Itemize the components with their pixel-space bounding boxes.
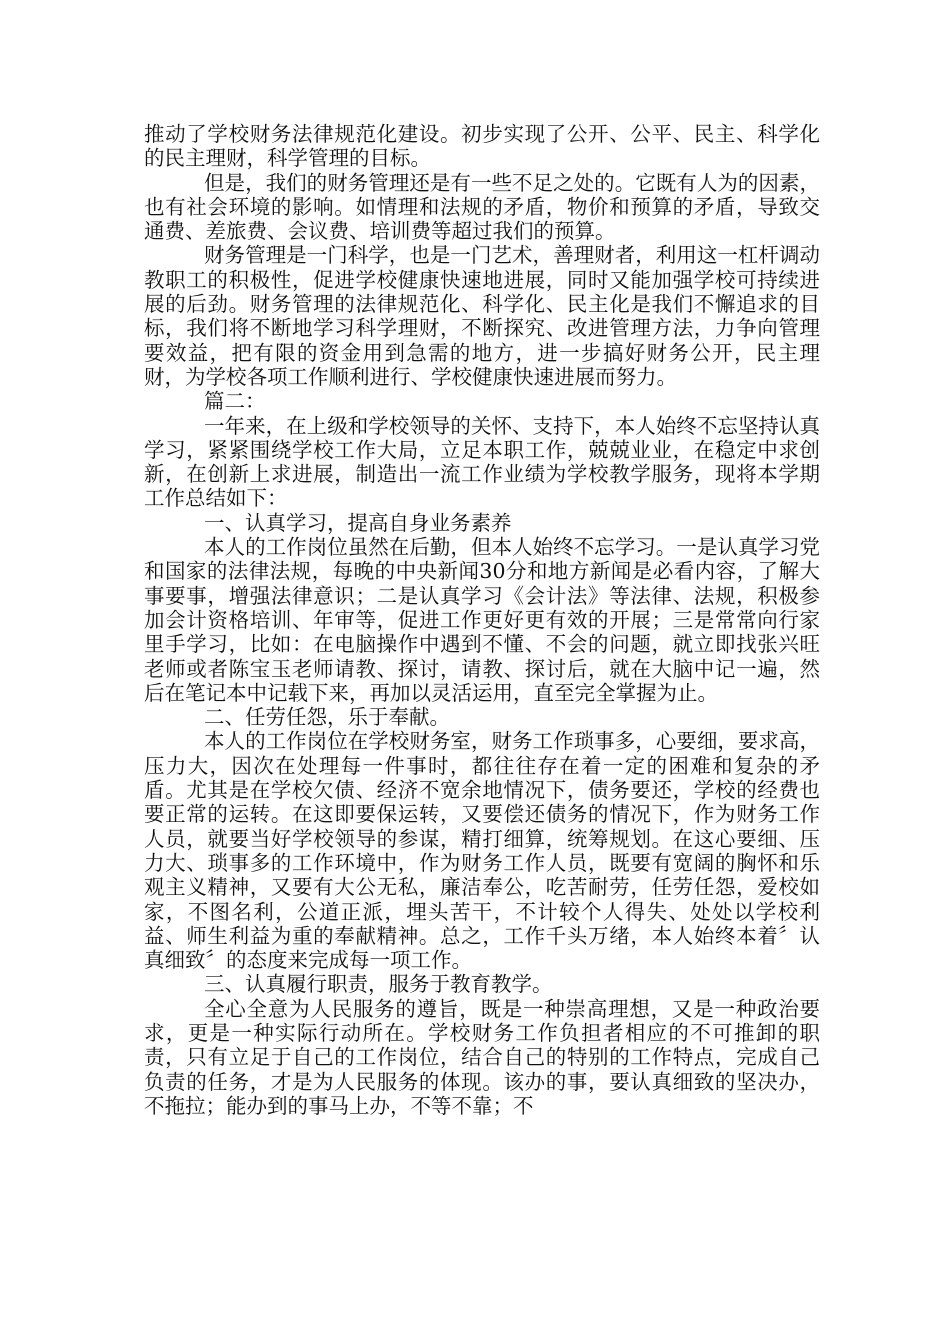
heading-duties: 三、认真履行职责，服务于教育教学。 (204, 972, 553, 997)
heading-study: 一、认真学习，提高自身业务素养 (204, 510, 512, 535)
paragraph-study: 本人的工作岗位虽然在后勤，但本人始终不忘学习。一是认真学习党和国家的法律法规，每晚的中央新闻30分和地方新闻是必看内容，了解大事要事，增强法律意识；二是认真学习《会计法》等法律、法规，积极参加会计资格培训、年审等，促进工作更好更有效的开展；三是常常向行家里手学习，比如：在电脑操作中遇到不懂、不会的问题，就立即找张兴旺老师或者陈宝玉老师请教、探讨，请教、探讨后，就在大脑中记一遍，然后在笔记本中记载下来，再加以灵活运用，直至完全掌握为止。 (144, 535, 820, 705)
document-page (144, 122, 820, 1118)
heading-dedication: 二、任劳任怨，乐于奉献。 (204, 705, 450, 730)
paragraph-financial-management: 财务管理是一门科学，也是一门艺术，善理财者，利用这一杠杆调动教职工的积极性，促进学校健康快速地进展，同时又能加强学校可持续进展的后劲。财务管理的法律规范化、科学化、民主化是我们不懈追求的目标，我们将不断地学习科学理财，不断探究、改进管理方法，力争向管理要效益，把有限的资金用到急需的地方，进一步搞好财务公开，民主理财，为学校各项工作顺利进行、学校健康快速进展而努力。 (144, 243, 820, 389)
paragraph-shortcomings: 但是，我们的财务管理还是有一些不足之处的。它既有人为的因素，也有社会环境的影响。如情理和法规的矛盾，物价和预算的矛盾，导致交通费、差旅费、会议费、培训费等超过我们的预算。 (144, 170, 820, 244)
paragraph-duties: 全心全意为人民服务的遵旨，既是一种崇高理想，又是一种政治要求，更是一种实际行动所在。学校财务工作负担者相应的不可推卸的职责，只有立足于自己的工作岗位，结合自己的特别的工作特点，完成自己负责的任务，才是为人民服务的体现。该办的事，要认真细致的坚决办，不拖拉；能办到的事马上办，不等不靠；不 (144, 996, 820, 1118)
paragraph-continuation: 推动了学校财务法律规范化建设。初步实现了公开、公平、民主、科学化的民主理财，科学管理的目标。 (144, 122, 820, 171)
section-heading-part-two: 篇二： (204, 389, 266, 414)
paragraph-intro: 一年来，在上级和学校领导的关怀、支持下，本人始终不忘坚持认真学习，紧紧围绕学校工作大局，立足本职工作，兢兢业业，在稳定中求创新，在创新上求进展，制造出一流工作业绩为学校教学服务，现将本学期工作总结如下： (144, 413, 820, 511)
paragraph-dedication: 本人的工作岗位在学校财务室，财务工作琐事多，心要细，要求高，压力大，因次在处理每一件事时，都往往存在着一定的困难和复杂的矛盾。尤其是在学校欠债、经济不宽余地情况下，债务要还，学校的经费也要正常的运转。在这即要保运转，又要偿还债务的情况下，作为财务工作人员，就要当好学校领导的参谋，精打细算，统筹规划。在这心要细、压力大、琐事多的工作环境中，作为财务工作人员，既要有宽阔的胸怀和乐观主义精神，又要有大公无私，廉洁奉公，吃苦耐劳，任劳任怨，爱校如家，不图名利，公道正派，埋头苦干，不计较个人得失、处处以学校利益、师生利益为重的奉献精神。总之，工作千头万绪，本人始终本着〞认真细致〞的态度来完成每一项工作。 (144, 729, 820, 973)
